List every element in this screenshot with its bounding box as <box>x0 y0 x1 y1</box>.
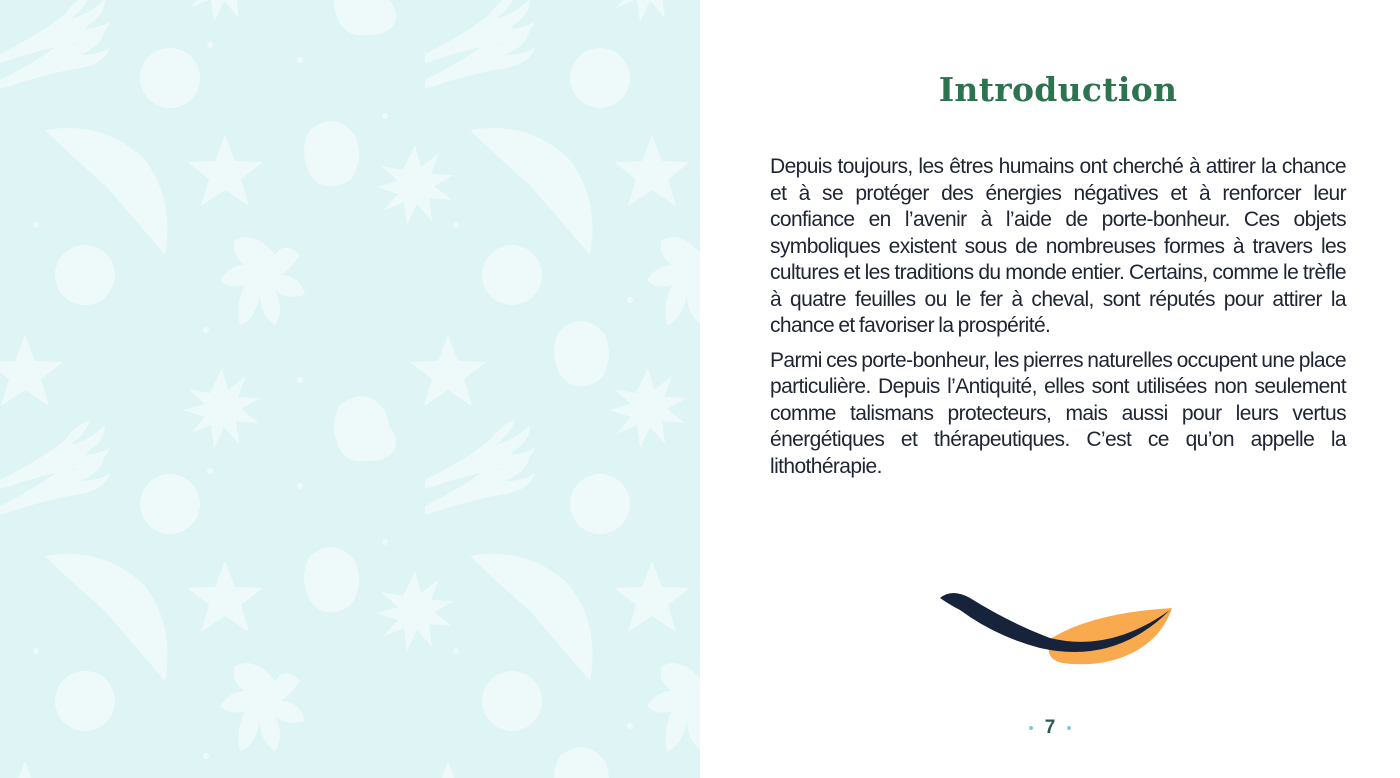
page-number: 7 <box>1044 717 1056 738</box>
right-page <box>700 0 1400 778</box>
dot-icon <box>1067 726 1071 730</box>
page-footer <box>1020 716 1080 740</box>
leaf-illustration <box>932 588 1182 678</box>
intro-paragraph-2: Parmi ces porte-bonheur, les pierres naturelles occupent une place particulière. Depuis l’Antiquité, elles sont utilisées non seulement comme talismans protecteurs, mais aussi pour leurs vertus énergétiques et thérapeutiques. C’est ce qu’on appelle la lithothérapie. <box>770 348 1346 478</box>
intro-paragraph-1: Depuis toujours, les êtres humains ont cherché à attirer la chance et à se protéger des énergies négatives et à renforcer leur confiance en l’avenir à l’aide de porte-bonheur. Ces objets symboliques existent sous de nombreuses formes à travers les cultures et les traditions du monde entier. Certains, comme le trèfle à quatre feuilles ou le fer à cheval, sont réputés pour attirer la chance et favoriser la prospérité. <box>770 155 1346 337</box>
dot-icon <box>1029 726 1033 730</box>
body-text <box>770 154 1346 488</box>
page-title: Introduction <box>938 70 1178 109</box>
